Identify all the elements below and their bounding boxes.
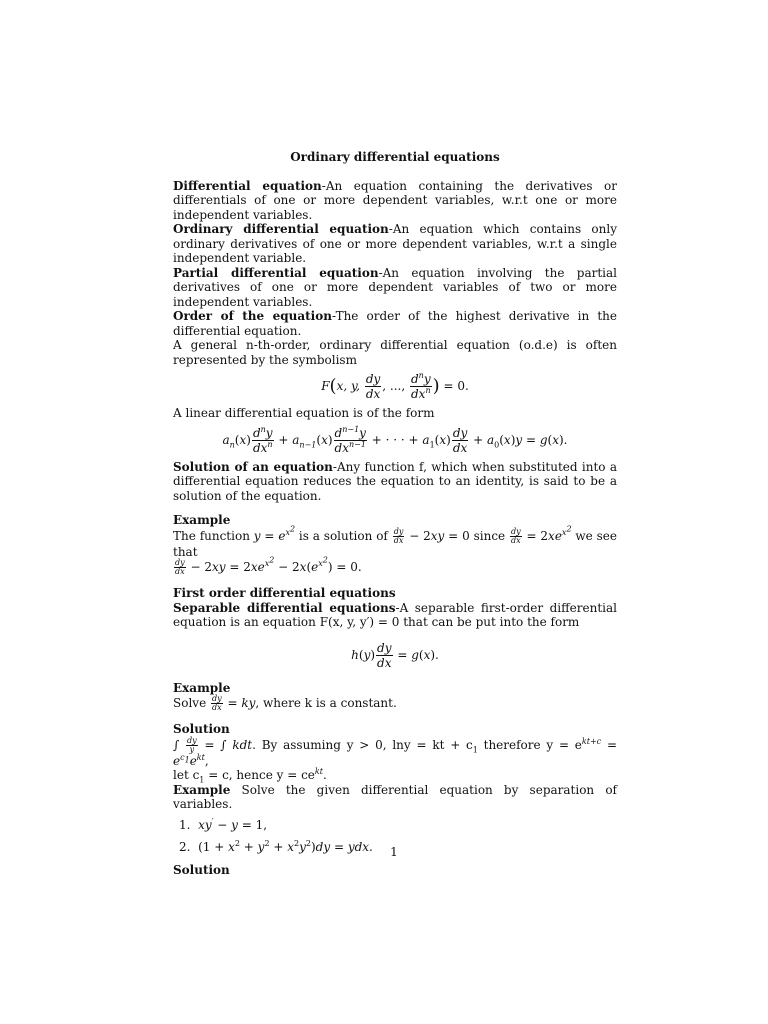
example-1: Example The function $y = e^{x^2}$ is a solution of $\frac{dy}{dx}$ − 2xy = 0 since $\frac{dy}{dx}$ = $2xe^{x^2}$ we see that $\frac{dy}{dx}$ − $2xy = 2xe^{x^2} - 2x(e^{x^2}) = 0$.: [173, 513, 617, 576]
first-order-heading: First order differential equations: [173, 586, 396, 600]
page-title: Ordinary differential equations: [290, 150, 500, 164]
definition-order: Order of the equation-The order of the highest derivative in the differential equation.: [173, 309, 617, 338]
solution-1: Solution ∫ $\frac{dy}{y}$ = ∫ kdt. By assuming y > 0, lny = kt + $c_1$ therefore $y = e^{kt+c} = e^{c_1}e^{kt}$, let $c_1 = c$, hence $y = ce^{kt}$. Example Solve the given differential equation by separation of variables. 1. xy′ − y = 1, 2. $(1 + x^2 + y^2 + x^2y^2)dy$ = ydx. Solution: [173, 722, 617, 877]
linear-de-equation: $a_n(x)$ $\frac{d^ny}{dx^n}$ + $a_{n-1}(x)$ $\frac{d^{n-1}y}{dx^{n-1}}$ + · · · + $a_1(x)$ $\frac{dy}{dx}$ + $a_0(x)y = g(x)$.: [222, 424, 568, 455]
general-ode-text: A general n-th-order, ordinary differential equation (o.d.e) is often represented by the symbolism: [173, 338, 617, 367]
general-ode-equation: F(x, y, $\frac{dy}{dx}$ , ..., $\frac{d^ny}{dx^n}$ ) = 0.: [321, 371, 469, 401]
definition-solution: Solution of an equation-Any function f, which when substituted into a differential equation reduces the equation to an identity, is said to be a solution of the equation.: [173, 459, 618, 503]
page-content: [173, 150, 617, 877]
example-3: Example Solve the given differential equation by separation of variables.: [173, 782, 617, 811]
definition-separable: Separable differential equations-A separable first-order differential equation is an equation F(x, y, y′) = 0 that can be put into the form: [173, 600, 617, 629]
linear-de-text: A linear differential equation is of the form: [173, 406, 435, 420]
example-2: Example Solve $\frac{dy}{dx}$ = ky, where k is a constant.: [173, 680, 397, 712]
list-item: 2. $(1 + x^2 + y^2 + x^2y^2)dy$ = ydx.: [179, 839, 373, 854]
separable-form-equation: h(y) $\frac{dy}{dx}$ = g(x).: [351, 640, 439, 670]
page-number: 1: [390, 845, 398, 859]
definition-differential-equation: Differential equation-An equation containing the derivatives or differentials of one or more dependent variables, w.r.t one or more independent variables.: [173, 178, 617, 222]
example-1-heading: Example: [173, 513, 231, 527]
first-order-section: [173, 586, 617, 630]
solution-2-heading: Solution: [173, 862, 230, 877]
example-2-heading: Example: [173, 680, 231, 695]
definition-ordinary-de: Ordinary differential equation-An equation which contains only ordinary derivatives of one or more dependent variables, w.r.t a single independent variable.: [173, 222, 617, 265]
definition-partial-de: Partial differential equation-An equation involving the partial derivatives of one or more dependent variables of two or more independent variables.: [173, 265, 617, 309]
list-item: 1. xy′ − y = 1,: [179, 816, 268, 832]
solution-1-heading: Solution: [173, 722, 230, 736]
